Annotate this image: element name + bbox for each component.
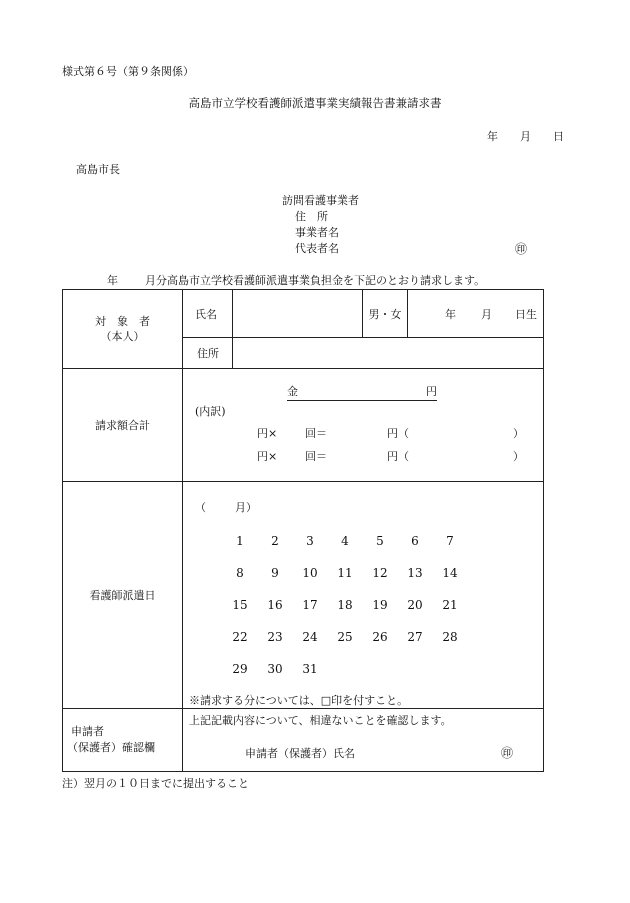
line1-times: 回＝ [305, 427, 327, 440]
day-26[interactable]: 26 [372, 630, 388, 644]
total-label: 請求額合計 [63, 369, 183, 482]
footnote: 注）翌月の１０日までに提出すること [62, 777, 249, 790]
confirm-label-2: （保護者）確認欄 [67, 741, 155, 754]
day-18[interactable]: 18 [337, 598, 353, 612]
name-field[interactable] [233, 290, 363, 338]
breakdown-label: (内訳) [195, 405, 226, 418]
birth-day: 日生 [515, 308, 537, 321]
day-4[interactable]: 4 [341, 534, 349, 548]
confirm-text: 上記記載内容について、相違ないことを確認します。 [189, 714, 452, 727]
amount-prefix: 金 [287, 385, 298, 398]
amount-underline [287, 387, 437, 401]
day-15[interactable]: 15 [232, 598, 248, 612]
day-13[interactable]: 13 [407, 566, 423, 580]
day-7[interactable]: 7 [446, 534, 454, 548]
day-25[interactable]: 25 [337, 630, 353, 644]
day-20[interactable]: 20 [407, 598, 423, 612]
day-19[interactable]: 19 [372, 598, 388, 612]
day-6[interactable]: 6 [411, 534, 419, 548]
day-2[interactable]: 2 [271, 534, 279, 548]
amount-suffix: 円 [426, 385, 437, 398]
confirm-label-cell [63, 709, 183, 772]
birth-month: 月 [481, 308, 492, 321]
address-field[interactable] [233, 338, 544, 369]
line2-times: 回＝ [305, 450, 327, 463]
subject-sub-label: （本人） [100, 330, 145, 343]
name-label: 氏名 [183, 290, 233, 338]
confirm-cell [183, 709, 544, 772]
day-21[interactable]: 21 [442, 598, 458, 612]
day-28[interactable]: 28 [442, 630, 458, 644]
day-10[interactable]: 10 [302, 566, 318, 580]
address-label-cell: 住所 [183, 338, 233, 369]
line2-close: ） [513, 450, 524, 463]
addressee: 高島市長 [76, 163, 120, 176]
day-3[interactable]: 3 [306, 534, 314, 548]
day-22[interactable]: 22 [232, 630, 248, 644]
line1-yen: 円（ [387, 427, 409, 440]
day-29[interactable]: 29 [232, 662, 248, 676]
line1-close: ） [513, 427, 524, 440]
days-note: ※請求する分については、□印を付すこと。 [189, 694, 409, 707]
claim-table [62, 289, 544, 772]
request-text: 月分高島市立学校看護師派遣事業負担金を下記のとおり請求します。 [145, 274, 486, 287]
form-number: 様式第６号（第９条関係） [62, 65, 194, 78]
page-title: 高島市立学校看護師派遣事業実績報告書兼請求書 [188, 96, 442, 110]
total-cell [183, 369, 544, 482]
day-23[interactable]: 23 [267, 630, 283, 644]
day-5[interactable]: 5 [376, 534, 384, 548]
day-11[interactable]: 11 [337, 566, 353, 580]
date-day: 日 [553, 130, 564, 143]
date-year: 年 [487, 130, 498, 143]
company-name-label: 事業者名 [295, 226, 339, 239]
birth-year: 年 [445, 308, 456, 321]
line2-yen-x: 円× [257, 450, 278, 463]
subject-label-cell [63, 290, 183, 369]
day-8[interactable]: 8 [236, 566, 244, 580]
dispatch-cell [183, 482, 544, 709]
day-17[interactable]: 17 [302, 598, 318, 612]
month-close: 月） [235, 501, 257, 514]
day-12[interactable]: 12 [372, 566, 388, 580]
confirm-seal[interactable]: ㊞ [501, 746, 514, 760]
line1-yen-x: 円× [257, 427, 278, 440]
confirm-label-1: 申請者 [71, 724, 104, 738]
gender-select[interactable]: 男・女 [363, 290, 408, 338]
day-16[interactable]: 16 [267, 598, 283, 612]
day-9[interactable]: 9 [271, 566, 279, 580]
day-27[interactable]: 27 [407, 630, 423, 644]
seal-mark: ㊞ [515, 242, 528, 256]
line2-yen: 円（ [387, 450, 409, 463]
day-31[interactable]: 31 [302, 662, 318, 676]
subject-label: 対 象 者 [95, 314, 150, 328]
birthdate-cell[interactable] [408, 290, 544, 338]
confirm-signer-label: 申請者（保護者）氏名 [245, 747, 355, 760]
day-14[interactable]: 14 [442, 566, 458, 580]
org-label: 訪問看護事業者 [282, 194, 359, 207]
dispatch-label: 看護師派遣日 [63, 482, 183, 709]
address-label: 住 所 [295, 210, 328, 223]
representative-label: 代表者名 [295, 242, 339, 255]
month-open: （ [195, 501, 206, 514]
day-24[interactable]: 24 [302, 630, 318, 644]
day-1[interactable]: 1 [236, 534, 244, 548]
date-month: 月 [520, 130, 531, 143]
day-30[interactable]: 30 [267, 662, 283, 676]
request-year: 年 [107, 274, 118, 287]
